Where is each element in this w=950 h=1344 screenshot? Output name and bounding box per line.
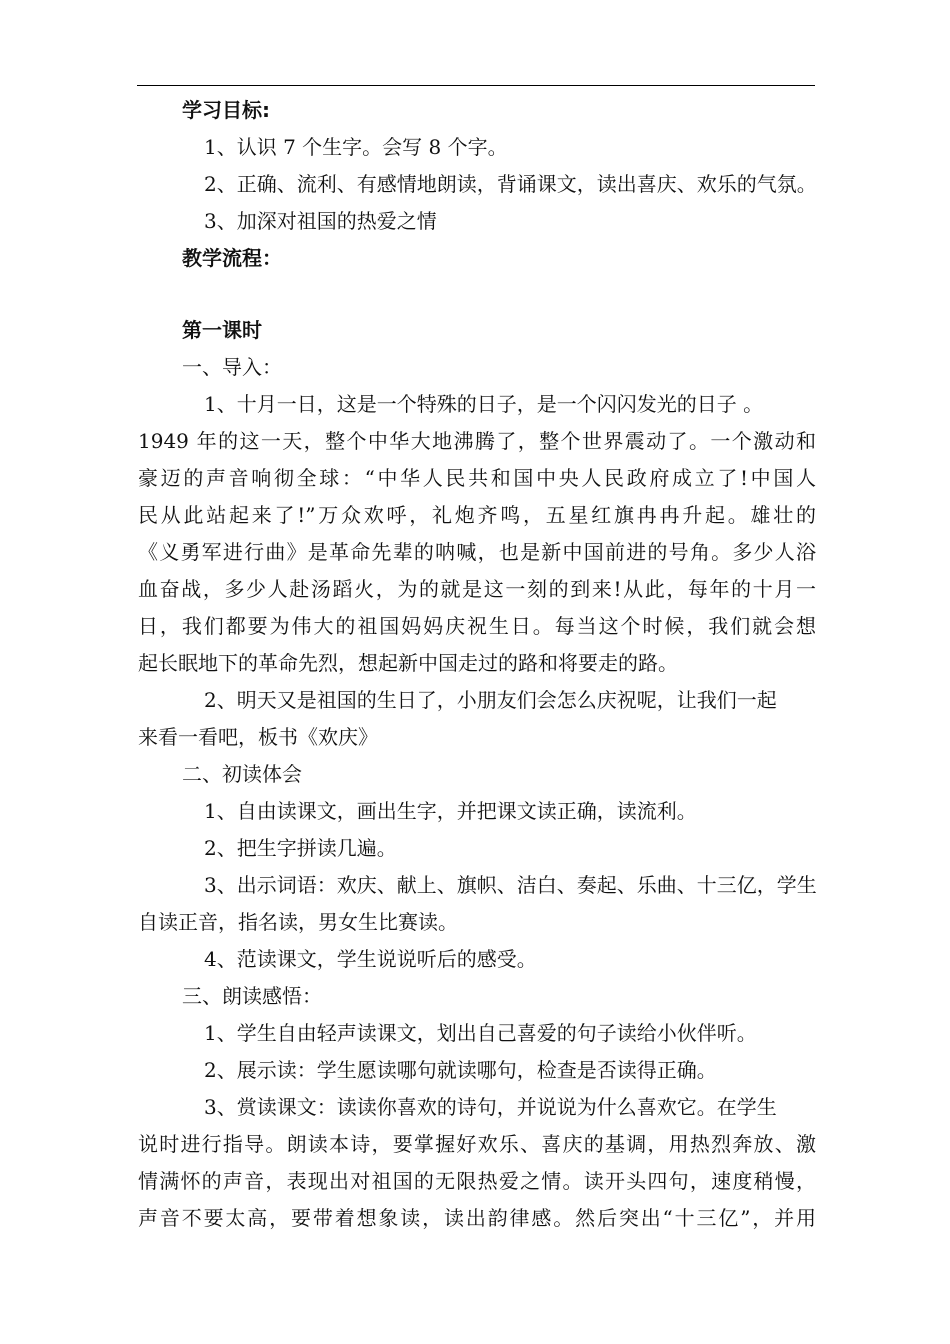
paragraph-line: 情满怀的声音，表现出对祖国的无限热爱之情。读开头四句，速度稍慢， xyxy=(138,1169,816,1193)
list-item: 4、范读课文，学生说说听后的感受。 xyxy=(204,947,537,971)
section-title: 三、朗读感悟： xyxy=(182,984,322,1008)
section-title: 一、导入： xyxy=(182,355,282,379)
header-rule xyxy=(137,85,815,86)
paragraph-line: 1、十月一日，这是一个特殊的日子，是一个闪闪发光的日子 。 xyxy=(204,392,764,416)
goals-heading: 学习目标: xyxy=(182,98,270,122)
lesson-heading: 第一课时 xyxy=(182,318,262,342)
goal-item: 2、正确、流利、有感情地朗读，背诵课文，读出喜庆、欢乐的气氛。 xyxy=(204,172,817,196)
paragraph-line: 声音不要太高，要带着想象读，读出韵律感。然后突出“十三亿”，并用 xyxy=(138,1206,816,1230)
section-title: 二、初读体会 xyxy=(182,762,302,786)
paragraph-line: 《义勇军进行曲》是革命先辈的呐喊，也是新中国前进的号角。多少人浴 xyxy=(138,540,816,564)
list-item: 3、赏读课文：读读你喜欢的诗句，并说说为什么喜欢它。在学生 xyxy=(204,1095,777,1119)
goal-item: 3、加深对祖国的热爱之情 xyxy=(204,209,437,233)
paragraph-line: 血奋战，多少人赴汤蹈火，为的就是这一刻的到来!从此，每年的十月一 xyxy=(138,577,816,601)
list-item: 2、展示读：学生愿读哪句就读哪句，检查是否读得正确。 xyxy=(204,1058,717,1082)
blank-line xyxy=(138,277,816,312)
document-body xyxy=(138,92,816,1237)
paragraph-line: 起长眠地下的革命先烈，想起新中国走过的路和将要走的路。 xyxy=(138,651,678,675)
paragraph-line: 豪迈的声音响彻全球：“中华人民共和国中央人民政府成立了!中国人 xyxy=(138,466,816,490)
paragraph-line: 1949 年的这一天，整个中华大地沸腾了，整个世界震动了。一个激动和 xyxy=(138,429,816,453)
paragraph-line: 民从此站起来了!”万众欢呼，礼炮齐鸣，五星红旗冉冉升起。雄壮的 xyxy=(138,503,816,527)
list-item: 自读正音，指名读，男女生比赛读。 xyxy=(138,910,458,934)
list-item: 2、把生字拼读几遍。 xyxy=(204,836,397,860)
list-item: 1、学生自由轻声读课文，划出自己喜爱的句子读给小伙伴听。 xyxy=(204,1021,757,1045)
goal-item: 1、认识 7 个生字。会写 8 个字。 xyxy=(204,135,508,159)
list-item: 3、出示词语：欢庆、献上、旗帜、洁白、奏起、乐曲、十三亿，学生 xyxy=(204,873,817,897)
paragraph-line: 2、明天又是祖国的生日了，小朋友们会怎么庆祝呢，让我们一起 xyxy=(204,688,777,712)
list-item: 1、自由读课文，画出生字，并把课文读正确，读流利。 xyxy=(204,799,697,823)
paragraph-line: 来看一看吧，板书《欢庆》 xyxy=(138,725,378,749)
flow-heading: 教学流程： xyxy=(182,246,282,270)
paragraph-line: 日，我们都要为伟大的祖国妈妈庆祝生日。每当这个时候，我们就会想 xyxy=(138,614,816,638)
paragraph-line: 说时进行指导。朗读本诗，要掌握好欢乐、喜庆的基调，用热烈奔放、激 xyxy=(138,1132,816,1156)
